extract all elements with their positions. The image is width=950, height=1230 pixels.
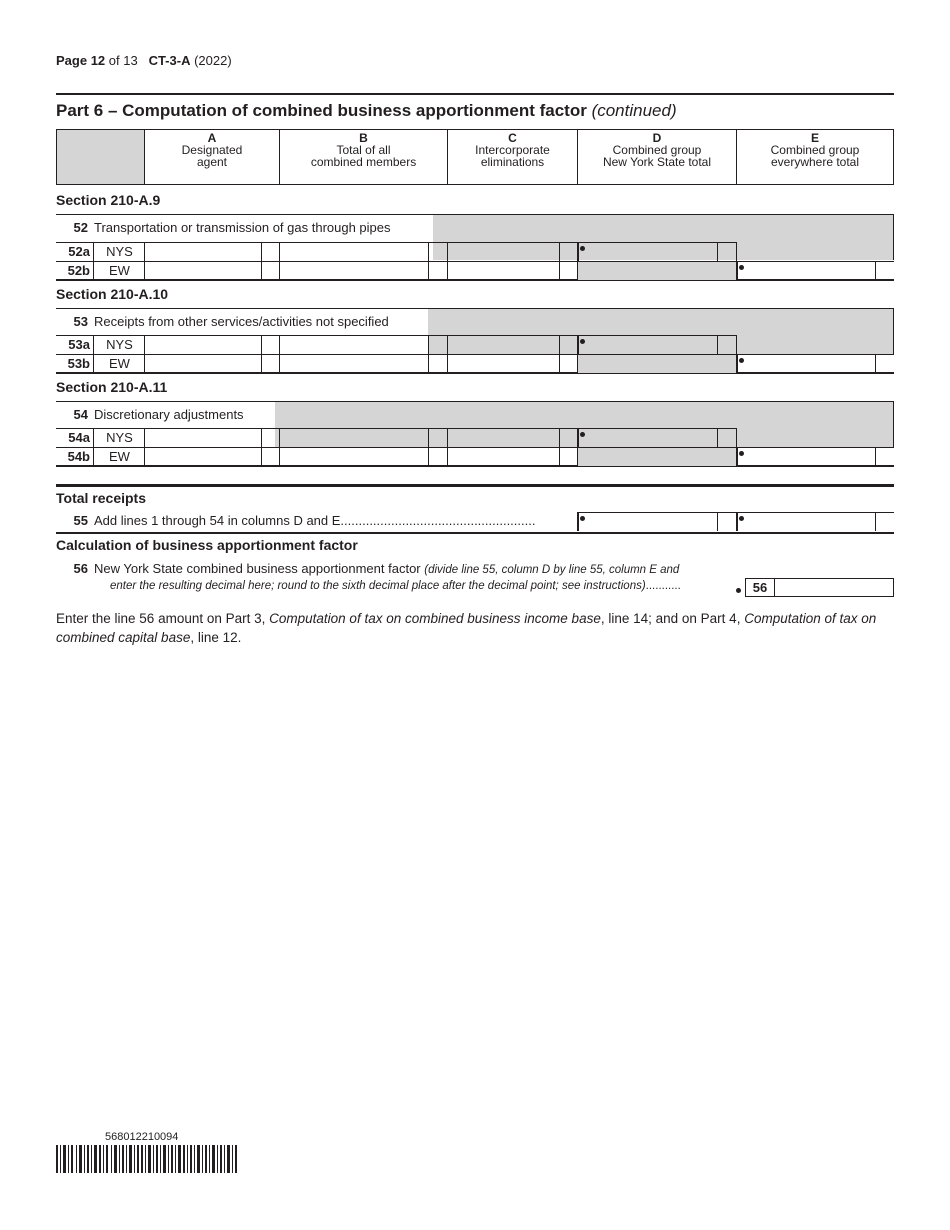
cents-53b-b[interactable] [428, 355, 448, 373]
row-54b [56, 447, 894, 467]
line-52-label [56, 214, 434, 242]
column-letter: E [810, 131, 819, 145]
top-rule [56, 93, 894, 95]
row-53b [56, 354, 894, 374]
column-letter: A [207, 131, 217, 145]
column-label-line: Combined group [770, 143, 860, 157]
row-kind: NYS [93, 429, 145, 447]
leader-dots: ........... [645, 580, 681, 592]
cents-54b-b[interactable] [428, 448, 448, 466]
cents-54a-b[interactable] [428, 429, 448, 447]
row-53a [56, 335, 737, 354]
column-letter: B [359, 131, 368, 145]
barcode-icon [56, 1145, 240, 1173]
input-54a-c[interactable] [447, 429, 560, 447]
cents-52a-c[interactable] [559, 243, 578, 261]
column-letter: D [652, 131, 662, 145]
column-label-line: New York State total [602, 155, 712, 169]
input-54b-c[interactable] [447, 448, 560, 466]
cents-53b-c[interactable] [559, 355, 578, 373]
required-dot-icon [580, 339, 585, 344]
line-56-instruction-2 [110, 580, 681, 592]
input-52a-a[interactable] [144, 243, 262, 261]
required-dot-icon [580, 432, 585, 437]
required-dot-icon [580, 246, 585, 251]
required-dot-icon [739, 358, 744, 363]
column-label-line: everywhere total [770, 155, 860, 169]
row-kind: EW [93, 355, 145, 373]
row-52b [56, 261, 894, 281]
input-54b-b[interactable] [279, 448, 429, 466]
shaded-cell [577, 355, 737, 373]
cents-54b-a[interactable] [261, 448, 280, 466]
required-dot-icon [736, 588, 741, 593]
cents-52a-b[interactable] [428, 243, 448, 261]
cents-54a-d[interactable] [717, 429, 737, 447]
column-letter: C [508, 131, 517, 145]
section-rule [56, 484, 894, 487]
input-53a-b[interactable] [279, 336, 429, 354]
section-heading: Section 210-A.9 [56, 192, 161, 208]
line-number: 53 [73, 314, 88, 329]
column-header-a [144, 129, 280, 185]
input-54b-a[interactable] [144, 448, 262, 466]
row-number: 52a [68, 244, 90, 259]
page-title [56, 101, 677, 121]
line-53-label [56, 308, 429, 336]
section-heading: Section 210-A.11 [56, 379, 168, 395]
cents-52b-b[interactable] [428, 262, 448, 280]
cents-53b-a[interactable] [261, 355, 280, 373]
row-number: 53b [67, 356, 90, 371]
cents-52b-a[interactable] [261, 262, 280, 280]
column-header-e [736, 129, 894, 185]
cents-55-d[interactable] [717, 512, 737, 531]
cents-53a-b[interactable] [428, 336, 448, 354]
section-heading: Total receipts [56, 490, 146, 506]
line-text: Transportation or transmission of gas through pipes [94, 220, 391, 235]
line-56-label [56, 561, 756, 576]
input-56[interactable] [745, 578, 894, 597]
line-text: Add lines 1 through 54 in columns D and E...................................................... [94, 513, 536, 528]
input-53b-b[interactable] [279, 355, 429, 373]
instruction-note [56, 609, 894, 647]
line-text: Receipts from other services/activities not specified [94, 314, 389, 329]
cents-54a-c[interactable] [559, 429, 578, 447]
column-label-line: Designated [181, 143, 243, 157]
input-53a-a[interactable] [144, 336, 262, 354]
page-header [56, 53, 232, 68]
row-52a [56, 242, 737, 261]
title-main: Part 6 – Computation of combined business apportionment factor [56, 101, 587, 120]
line-number: 52 [73, 220, 88, 235]
input-52a-c[interactable] [447, 243, 560, 261]
input-52b-e[interactable] [736, 262, 876, 280]
row-number: 52b [67, 263, 90, 278]
column-label-line: agent [196, 155, 228, 169]
row-54a [56, 428, 737, 447]
required-dot-icon [580, 516, 585, 521]
row-55 [56, 512, 894, 534]
input-54a-a[interactable] [144, 429, 262, 447]
row-number: 54b [67, 449, 90, 464]
column-label-line: Intercorporate [475, 143, 550, 157]
column-label-line: combined members [310, 155, 417, 169]
line-number: 54 [73, 407, 88, 422]
line-text: Discretionary adjustments [94, 407, 244, 422]
form-year: (2022) [194, 53, 232, 68]
cents-53a-c[interactable] [559, 336, 578, 354]
note-text: Enter the line 56 amount on Part 3, [56, 611, 270, 626]
column-label-line: Combined group [612, 143, 702, 157]
input-52b-c[interactable] [447, 262, 560, 280]
line-55-label [56, 513, 535, 528]
column-header-d [577, 129, 737, 185]
column-header-blank [56, 129, 145, 185]
page-number: 12 [90, 53, 106, 68]
shaded-cell [577, 262, 737, 280]
note-reference: Computation of tax on combined capital base [56, 611, 877, 645]
input-53b-e[interactable] [736, 355, 876, 373]
row-kind: NYS [93, 336, 145, 354]
cents-54b-c[interactable] [559, 448, 578, 466]
title-suffix: (continued) [591, 101, 677, 120]
input-54b-e[interactable] [736, 448, 876, 466]
input-52b-b[interactable] [279, 262, 429, 280]
note-text: , line 12. [190, 630, 242, 645]
barcode-number: 568012210094 [105, 1131, 179, 1143]
cents-54a-a[interactable] [261, 429, 280, 447]
note-text: , line 14; and on Part 4, [600, 611, 745, 626]
note-reference: Computation of tax on combined business income base [269, 611, 601, 626]
cents-53a-d[interactable] [717, 336, 737, 354]
cents-52b-c[interactable] [559, 262, 578, 280]
cents-55-e[interactable] [875, 512, 894, 531]
input-53b-a[interactable] [144, 355, 262, 373]
required-dot-icon [739, 516, 744, 521]
input-55-e[interactable] [736, 512, 876, 531]
row-number: 54a [68, 430, 90, 445]
box-label: 56 [746, 579, 775, 596]
cents-52a-d[interactable] [717, 243, 737, 261]
cents-53a-a[interactable] [261, 336, 280, 354]
line-instruction: (divide line 55, column D by line 55, column E and [424, 564, 680, 576]
shaded-cell [577, 448, 737, 466]
input-52a-d[interactable] [577, 243, 718, 261]
row-number: 53a [68, 337, 90, 352]
cents-53b-e[interactable] [875, 355, 894, 373]
cents-54b-e[interactable] [875, 448, 894, 466]
page-of: of 13 [108, 53, 138, 68]
required-dot-icon [739, 451, 744, 456]
cents-52a-a[interactable] [261, 243, 280, 261]
column-header-b [279, 129, 448, 185]
page-label: Page [56, 53, 88, 68]
required-dot-icon [739, 265, 744, 270]
column-label-line: Total of all [336, 143, 391, 157]
line-number: 56 [73, 561, 88, 576]
input-52a-b[interactable] [279, 243, 429, 261]
column-label-line: eliminations [480, 155, 545, 169]
form-id: CT-3-A [148, 53, 191, 68]
row-kind: NYS [93, 243, 145, 261]
input-53b-c[interactable] [447, 355, 560, 373]
input-53a-d[interactable] [577, 336, 718, 354]
input-55-d[interactable] [577, 512, 718, 531]
input-54a-b[interactable] [279, 429, 429, 447]
row-kind: EW [93, 448, 145, 466]
cents-52b-e[interactable] [875, 262, 894, 280]
line-54-label [56, 401, 276, 429]
section-heading: Calculation of business apportionment factor [56, 537, 358, 553]
input-53a-c[interactable] [447, 336, 560, 354]
section-heading: Section 210-A.10 [56, 286, 169, 302]
line-number: 55 [73, 513, 88, 528]
line-instruction: enter the resulting decimal here; round to the sixth decimal place after the decimal point; see instructions) [110, 580, 646, 592]
input-54a-d[interactable] [577, 429, 718, 447]
line-text: New York State combined business apportionment factor [94, 561, 421, 576]
row-kind: EW [93, 262, 145, 280]
input-52b-a[interactable] [144, 262, 262, 280]
column-header-c [447, 129, 578, 185]
